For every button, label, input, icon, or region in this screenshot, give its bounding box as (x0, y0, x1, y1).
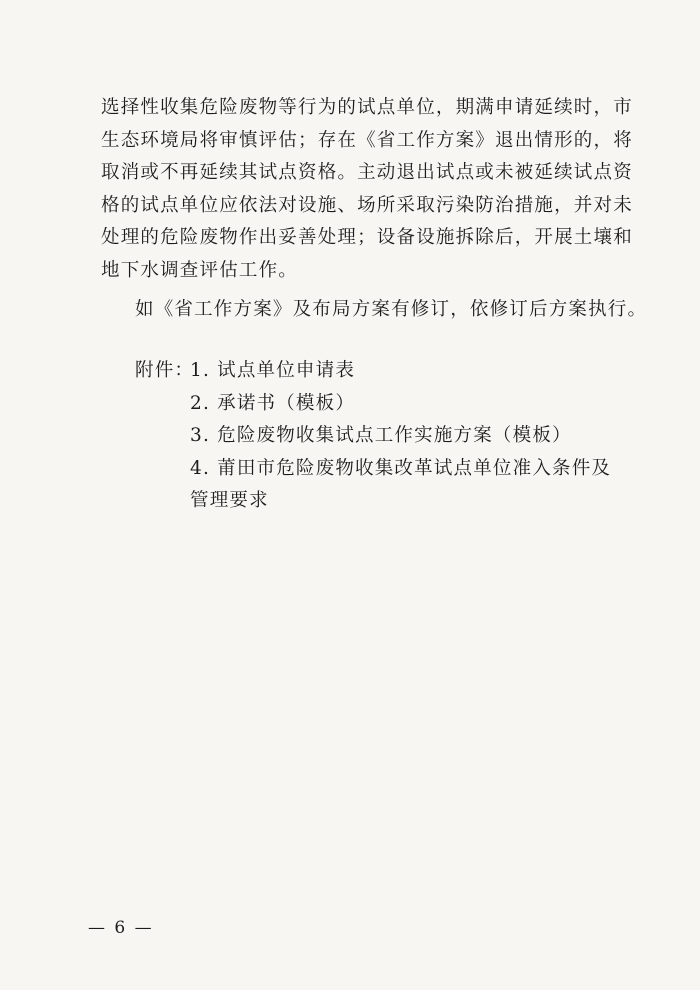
attachment-item-continuation: 管理要求 (190, 490, 269, 511)
paragraph-1-line: 地下水调查评估工作。 (101, 259, 299, 281)
page-number: — 6 — (88, 918, 154, 938)
paragraph-1-line: 选择性收集危险废物等行为的试点单位，期满申请延续时，市 (101, 97, 633, 118)
paragraph-1-line: 格的试点单位应依法对设施、场所采取污染防治措施，并对未 (101, 194, 633, 216)
paragraph-1 (101, 92, 633, 287)
paragraph-1-line: 处理的危险废物作出妥善处理；设备设施拆除后，开展土壤和 (101, 227, 633, 248)
attachment-item: 2. 承诺书（模板） (190, 392, 356, 414)
attachments-list (190, 355, 611, 518)
paragraph-1-line: 生态环境局将审慎评估；存在《省工作方案》退出情形的，将 (101, 129, 633, 151)
paragraph-1-line: 取消或不再延续其试点资格。主动退出试点或未被延续试点资 (101, 162, 633, 183)
attachment-item: 1. 试点单位申请表 (190, 360, 356, 381)
attachments-label: 附件： (135, 360, 195, 381)
attachment-item: 4. 莆田市危险废物收集改革试点单位准入条件及 (190, 457, 612, 479)
paragraph-2: 如《省工作方案》及布局方案有修订，依修订后方案执行。 (135, 299, 648, 320)
attachment-item: 3. 危险废物收集试点工作实施方案（模板） (190, 425, 572, 446)
